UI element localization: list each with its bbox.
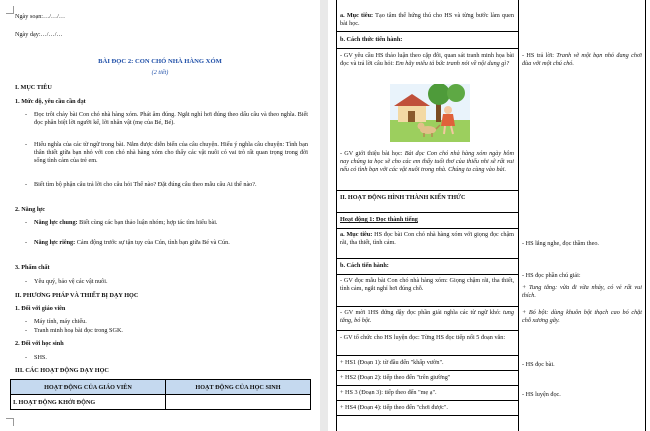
table-border-left xyxy=(336,0,337,431)
hs-tra-loi: - HS trả lời: Tranh vẽ một bạn nhỏ đang chơi đùa với một chú chó. xyxy=(522,52,642,68)
crop-mark xyxy=(6,6,14,14)
table-header-teacher: HOẠT ĐỘNG CỦA GIÁO VIÊN xyxy=(10,379,166,395)
chu-giai-tung-tang: + Tung tăng: vừa đi vừa nhảy, có vẻ rất vui thích. xyxy=(522,284,642,300)
tree-crown xyxy=(428,84,450,105)
cach-tien-hanh: b. Cách tiến hành: xyxy=(340,262,389,269)
illustration-child-dog xyxy=(390,84,470,142)
ngay-soan: Ngày soạn:…/…/… xyxy=(15,13,66,20)
section-hinh-thanh: II. HOẠT ĐỘNG HÌNH THÀNH KIẾN THỨC xyxy=(340,194,466,201)
subsection-muc-do: 1. Mức độ, yêu cầu cần đạt xyxy=(15,98,86,105)
hs-doc-bai: - HS đọc bài. xyxy=(522,361,555,368)
row-divider xyxy=(336,258,518,259)
child-leg xyxy=(444,126,445,134)
row-divider xyxy=(336,355,518,356)
hs-luyen-doc: - HS luyện đọc. xyxy=(522,391,561,398)
row-divider xyxy=(336,385,518,386)
hs-doc-chu-giai: - HS đọc phần chú giải: xyxy=(522,272,581,279)
row-divider xyxy=(336,212,518,213)
row-divider xyxy=(336,400,518,401)
subsection-giao-vien: 1. Đối với giáo viên xyxy=(15,305,66,312)
doan-1: + HS1 (Đoạn 1): từ đầu đến "khấp vườn". xyxy=(340,359,444,366)
student-equipment: - SHS. xyxy=(34,354,308,362)
gv-giai-nghia: - GV mời 1HS đứng dậy đọc phần giải nghĩa các từ ngữ khó: tung tăng, bó bột. xyxy=(340,309,514,325)
row-divider xyxy=(336,415,518,416)
gv-thao-luan: - GV yêu cầu HS thảo luận theo cặp đôi, quan sát tranh minh họa bài đọc và trả lời câu hỏi: Em hãy miêu tả bức tranh nói về nội dung gì? xyxy=(340,52,514,68)
chu-giai-bo-bot: + Bó bột: dùng khuôn bột thạch cao bó chặt chỗ xương gãy. xyxy=(522,309,642,325)
muc-tieu-2: a. Mục tiêu: HS đọc bài Con chó nhà hàng xóm với giọng đọc chậm rãi, tha thiết, tình cảm. xyxy=(340,231,514,247)
child-dress xyxy=(441,114,455,126)
objective-bullet-1: - Đọc trôi chảy bài Con chó nhà hàng xóm. Phát âm đúng. Ngắt nghỉ hơi đúng theo dấu câu và theo nghĩa. Biết đọc phân biệt lời người kể, lời nhân vật (mẹ của Bé, Bé). xyxy=(34,111,308,127)
doan-2: + HS2 (Đoạn 2): tiếp theo đến "trên giường" xyxy=(340,374,451,381)
muc-tieu-1: a. Mục tiêu: Tạo tâm thế hứng thú cho HS và từng bước làm quen bài học. xyxy=(340,12,514,28)
table-cell-empty xyxy=(165,394,311,410)
objective-bullet-2: - Hiểu nghĩa của các từ ngữ trong bài. Nắm được diễn biến của câu chuyện. Hiểu ý nghĩa câu chuyện: Tình bạn thân thiết giữa bạn nhỏ với con chó nhà hàng xóm cho thấy các vật nuôi có vai trò rất quan trọng trong đời sống tình cảm của trẻ em. xyxy=(34,141,308,165)
document-page-left xyxy=(0,0,320,431)
subsection-hoc-sinh: 2. Đối với học sinh xyxy=(15,340,64,347)
section-hoat-dong: III. CÁC HOẠT ĐỘNG DẠY HỌC xyxy=(15,367,109,374)
hs-lang-nghe: - HS lắng nghe, đọc thầm theo. xyxy=(522,240,599,247)
tree-crown-2 xyxy=(447,84,465,102)
doan-4: + HS4 (Đoạn 4): tiếp theo đến "chơi được". xyxy=(340,404,448,411)
document-page-right xyxy=(328,0,650,431)
hoat-dong-1: Hoạt động 1: Đọc thành tiếng xyxy=(340,216,418,223)
competency-specific: - Năng lực riêng: Cảm động trước sự tận tụy của Cún, tình bạn giữa Bé và Cún. xyxy=(34,239,308,247)
section-phuong-phap: II. PHƯƠNG PHÁP VÀ THIẾT BỊ DẠY HỌC xyxy=(15,292,139,299)
row-divider xyxy=(336,31,518,32)
gv-doc-mau: - GV đọc mẫu bài Con chó nhà hàng xóm: Giọng chậm rãi, tha thiết, tình cảm, ngắt nghỉ hơi đúng chỗ. xyxy=(340,277,514,293)
row-divider xyxy=(336,228,518,229)
teacher-equipment-1: - Máy tính, máy chiếu. xyxy=(34,318,308,326)
row-divider xyxy=(336,370,518,371)
objective-bullet-3: - Biết tìm bộ phận câu trả lời cho câu hỏi Thế nào? Đặt đúng câu theo mẫu câu Ai thế nào?. xyxy=(34,181,308,189)
teacher-equipment-2: - Tranh minh hoạ bài đọc trong SGK. xyxy=(34,327,308,335)
row-divider xyxy=(336,306,518,307)
child-head xyxy=(444,106,452,114)
cach-thuc-1: b. Cách thức tiến hành: xyxy=(340,36,403,43)
row-divider xyxy=(336,274,518,275)
row-divider xyxy=(336,190,518,191)
table-column-divider xyxy=(518,0,519,431)
table-border-right xyxy=(645,0,646,431)
dog-head xyxy=(418,123,425,130)
table-header-student: HOẠT ĐỘNG CỦA HỌC SINH xyxy=(165,379,311,395)
doan-3: + HS 3 (Đoạn 3): tiếp theo đến "mẹ ạ". xyxy=(340,389,437,396)
lesson-title: BÀI ĐỌC 2: CON CHÓ NHÀ HÀNG XÓM xyxy=(98,58,222,65)
subsection-pham-chat: 3. Phẩm chất xyxy=(15,264,50,271)
section-muc-tieu: I. MỤC TIÊU xyxy=(15,84,52,91)
competency-general: - Năng lực chung: Biết cùng các bạn thảo luận nhóm; hợp tác tìm hiểu bài. xyxy=(34,219,308,227)
quality-bullet: - Yêu quý, bảo vệ các vật nuôi. xyxy=(34,278,308,286)
row-divider xyxy=(336,330,518,331)
gv-gioi-thieu: - GV giới thiệu bài học: Bài đọc Con chó nhà hàng xóm ngày hôm nay chúng ta học sẽ cho các em thấy tuổi thơ của thiếu nhi sẽ rất vui nếu có tình bạn với các vật nuôi trong nhà. Chúng ta cùng vào bài. xyxy=(340,150,514,174)
crop-mark xyxy=(6,418,14,426)
row-divider xyxy=(336,48,518,49)
table-row-khoi-dong: I. HOẠT ĐỘNG KHỞI ĐỘNG xyxy=(10,394,166,410)
gv-to-chuc: - GV tổ chức cho HS luyện đọc: Từng HS đọc tiếp nối 5 đoạn văn: xyxy=(340,334,506,341)
lesson-subtitle: (2 tiết) xyxy=(151,69,169,76)
door xyxy=(408,111,415,122)
ngay-day: Ngày dạy:…/…/… xyxy=(15,31,63,38)
subsection-nang-luc: 2. Năng lực xyxy=(15,206,46,213)
